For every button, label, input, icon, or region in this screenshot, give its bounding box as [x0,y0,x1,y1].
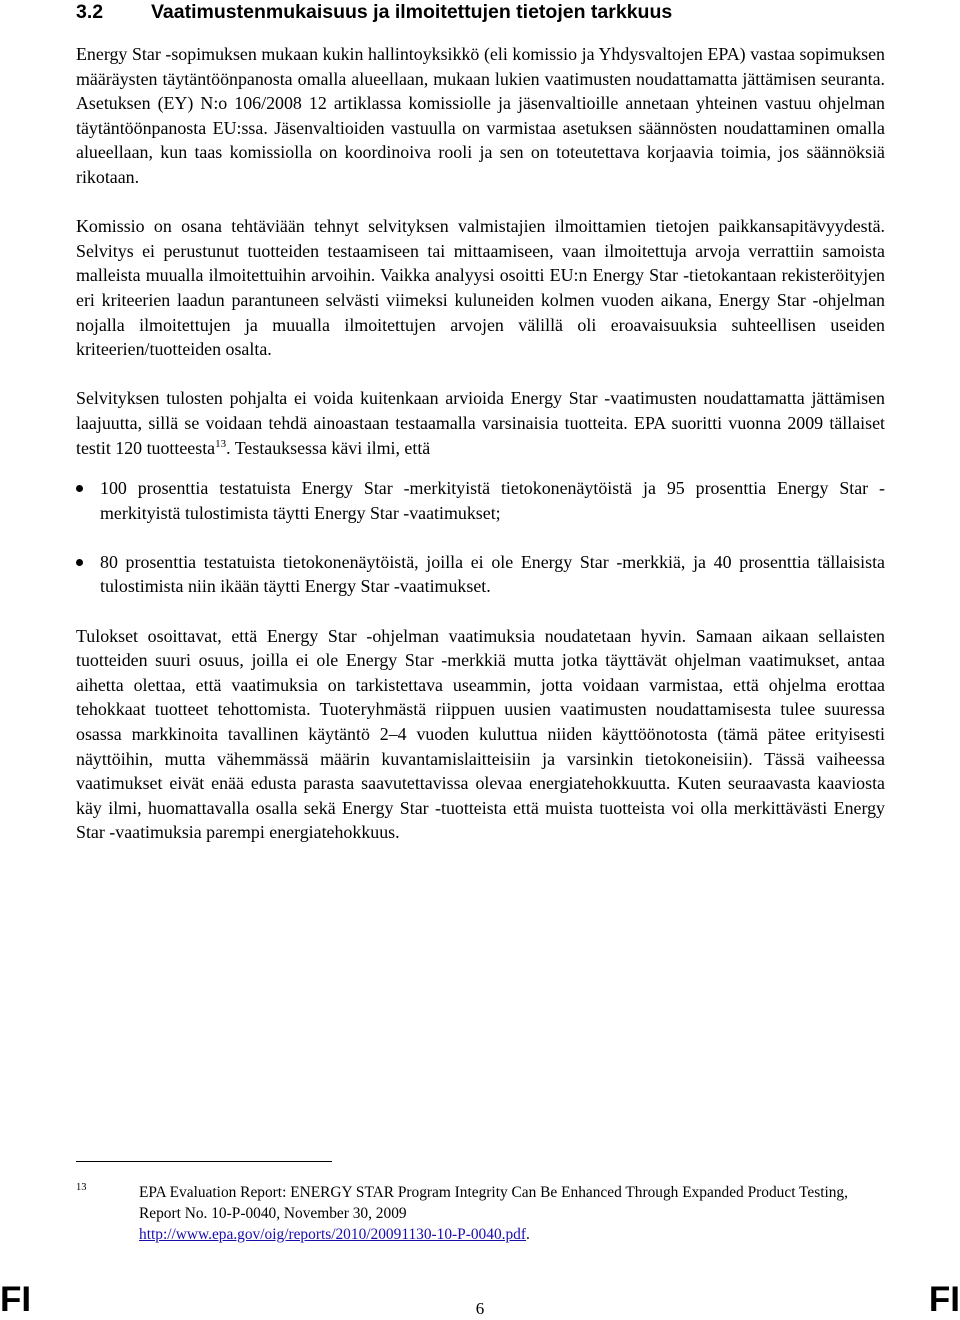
paragraph-testing-text-end: . Testauksessa kävi ilmi, että [226,437,431,458]
footer-language-right: FI [928,1280,960,1319]
footnote-number: 13 [76,1182,87,1193]
footnote-separator [76,1161,332,1162]
section-number: 3.2 [76,1,104,23]
paragraph-testing [76,386,885,460]
bullet-icon [76,559,83,566]
paragraph-survey: Komissio on osana tehtäviään tehnyt selvityksen valmistajien ilmoittamien tietojen paikkansapitävyydestä. Selvitys ei perustunut tuotteiden testaamiseen tai mittaamiseen, vaan ilmoitettuja arvoja verrattiin samoista malleista muualla ilmoitettuihin arvoihin. Vaikka analyysi osoitti EU:n Energy Star -tietokantaan rekisteröityjen eri kriteerien laadun parantuneen selvästi viimeksi kuluneiden kolmen vuoden aikana, Energy Star -ohjelman nojalla ilmoitettujen ja muualla ilmoitettujen arvojen välillä oli eroavaisuuksia suhteellisen useiden kriteerien/tuotteiden osalta. [76,216,885,360]
list-item-text: 100 prosenttia testatuista Energy Star -merkityistä tietokonenäytöistä ja 95 prosenttia Energy Star -merkityistä tulostimista täytti Energy Star -vaatimukset; [100,478,885,523]
footer-language-left: FI [0,1280,32,1319]
results-list [76,476,885,599]
list-item-text: 80 prosenttia testatuista tietokonenäytöistä, joilla ei ole Energy Star -merkkiä, ja 40 prosenttia tällaisista tulostimista niin ikään täytti Energy Star -vaatimukset. [100,551,885,597]
paragraph-responsibility: Energy Star -sopimuksen mukaan kukin hallintoyksikkö (eli komissio ja Yhdysvaltojen EPA) vastaa sopimuksen määräysten täytäntöönpanosta omalla alueellaan, mukaan lukien vaatimusten noudattamatta jättämisen seuranta. Asetuksen (EY) N:o 106/2008 12 artiklassa komissiolle ja jäsenvaltioille annetaan yhteinen vastuu ohjelman täytäntöönpanosta EU:ssa. Jäsenvaltioiden vastuulla on varmistaa asetuksen säännösten noudattaminen omalla alueellaan, kun taas komissiolla on koordinoiva rooli ja sen on toteutettava korjaavia toimia, jos säännöksiä rikotaan. [76,44,885,187]
page-number: 6 [475,1299,485,1318]
footnote-link[interactable]: http://www.epa.gov/oig/reports/2010/20091130-10-P-0040.pdf [139,1226,527,1243]
paragraph-conclusions: Tulokset osoittavat, että Energy Star -ohjelman vaatimuksia noudatetaan hyvin. Samaan aikaan sellaisten tuotteiden suuri osuus, joilla ei ole Energy Star -merkkiä mutta jotka täyttävät ohjelman vaatimukset, antaa aihetta olettaa, että vaatimuksia on tarkistettava useammin, jotta voidaan varmistaa, että ohjelma erottaa tehokkaat tuotteet tehottomista. Tuoteryhmästä riippuen uusien vaatimusten noudattamisesta tulee suuressa osassa markkinoita tavallinen käytäntö 2–4 vuoden kuluttua niiden käyttöönotosta (tämä pätee erityisesti näyttöihin, mutta vähemmässä määrin kuvantamislaitteisiin ja varsinkin tietokoneisiin). Tässä vaiheessa vaatimukset eivät enää edusta parasta saavutettavissa olevaa energiatehokkuutta. Kuten seuraavasta kaaviosta käy ilmi, huomattavalla osalla sekä Energy Star -tuotteista että muista tuotteista voi olla merkittävästi Energy Star -vaatimuksia parempi energiatehokkuus. [76,625,885,843]
footnote-link-suffix: . [526,1226,530,1243]
footnote-text: EPA Evaluation Report: ENERGY STAR Program Integrity Can Be Enhanced Through Expanded Product Testing, Report No. 10-P-0040, November 30, 2009 [139,1184,848,1222]
footnote-body [139,1182,866,1245]
body-text [76,42,885,870]
bullet-icon [76,485,83,492]
footnote [76,1182,866,1245]
list-item [76,550,885,599]
footnote-reference[interactable]: 13 [215,437,227,450]
list-item [76,476,885,525]
section-title: Vaatimustenmukaisuus ja ilmoitettujen tietojen tarkkuus [151,1,673,23]
section-heading [76,0,936,24]
paragraph-testing-text: Selvityksen tulosten pohjalta ei voida kuitenkaan arvioida Energy Star -vaatimusten noudattamatta jättämisen laajuutta, sillä se voidaan tehdä ainoastaan testaamalla varsinaisia tuotteita. EPA suoritti vuonna 2009 tällaiset testit 120 tuotteesta [76,388,885,458]
